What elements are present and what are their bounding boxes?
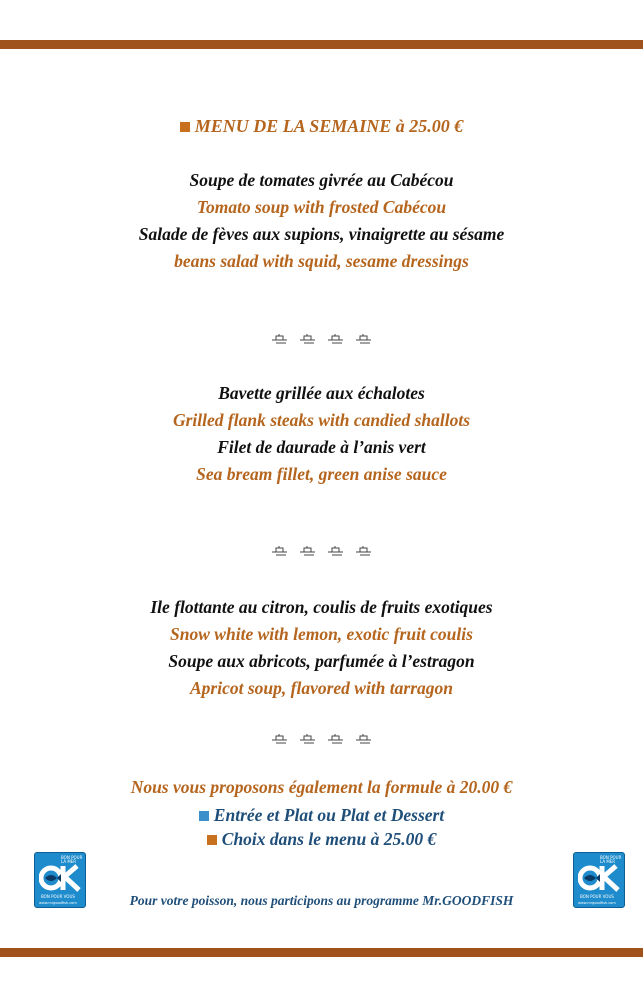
section-divider	[0, 545, 643, 557]
ok-fish-logo-icon	[578, 863, 622, 893]
ornament-icon	[299, 333, 316, 345]
main-1-fr: Bavette grillée aux échalotes	[218, 383, 425, 403]
ornament-icon	[355, 333, 372, 345]
ornament-icon	[327, 333, 344, 345]
goodfish-note: Pour votre poisson, nous participons au programme Mr.GOODFISH	[129, 893, 514, 908]
ornament-icon	[271, 333, 288, 345]
blue-square-icon	[199, 811, 209, 821]
dessert-1-en: Snow white with lemon, exotic fruit coulis	[170, 624, 473, 644]
dessert-2-en: Apricot soup, flavored with tarragon	[189, 678, 454, 698]
starter-2-fr: Salade de fèves aux supions, vinaigrette au sésame	[138, 224, 505, 244]
menu-title: MENU DE LA SEMAINE à 25.00 €	[0, 116, 643, 137]
orange-square-icon	[207, 835, 217, 845]
formula-option-1: Entrée et Plat ou Plat et Dessert	[0, 805, 643, 826]
main-1-en: Grilled flank steaks with candied shallots	[172, 410, 471, 430]
section-divider	[0, 333, 643, 345]
mr-goodfish-badge-right: BON POUR LA MER BON POUR VOUS www.mrgoodfish.com	[573, 852, 625, 908]
starter-1-en: Tomato soup with frosted Cabécou	[196, 197, 447, 217]
ornament-icon	[299, 733, 316, 745]
formula-option-2: Choix dans le menu à 25.00 €	[0, 829, 643, 850]
starter-2-en: beans salad with squid, sesame dressings	[174, 251, 469, 271]
bottom-border	[0, 948, 643, 957]
starter-1-fr: Soupe de tomates givrée au Cabécou	[189, 170, 454, 190]
dessert-2-fr: Soupe aux abricots, parfumée à l’estragon	[168, 651, 475, 671]
mr-goodfish-badge-left: BON POUR LA MER BON POUR VOUS www.mrgoodfish.com	[34, 852, 86, 908]
dessert-1-fr: Ile flottante au citron, coulis de fruits exotiques	[150, 597, 493, 617]
ornament-icon	[355, 733, 372, 745]
ornament-icon	[271, 545, 288, 557]
ornament-icon	[327, 733, 344, 745]
main-2-en: Sea bream fillet, green anise sauce	[196, 464, 447, 484]
ornament-icon	[271, 733, 288, 745]
orange-square-icon	[180, 122, 190, 132]
ornament-icon	[327, 545, 344, 557]
formula-headline: Nous vous proposons également la formule à 20.00 €	[130, 777, 513, 797]
main-2-fr: Filet de daurade à l’anis vert	[217, 437, 426, 457]
ok-fish-logo-icon	[39, 863, 83, 893]
top-border	[0, 40, 643, 49]
ornament-icon	[355, 545, 372, 557]
section-divider	[0, 733, 643, 745]
ornament-icon	[299, 545, 316, 557]
